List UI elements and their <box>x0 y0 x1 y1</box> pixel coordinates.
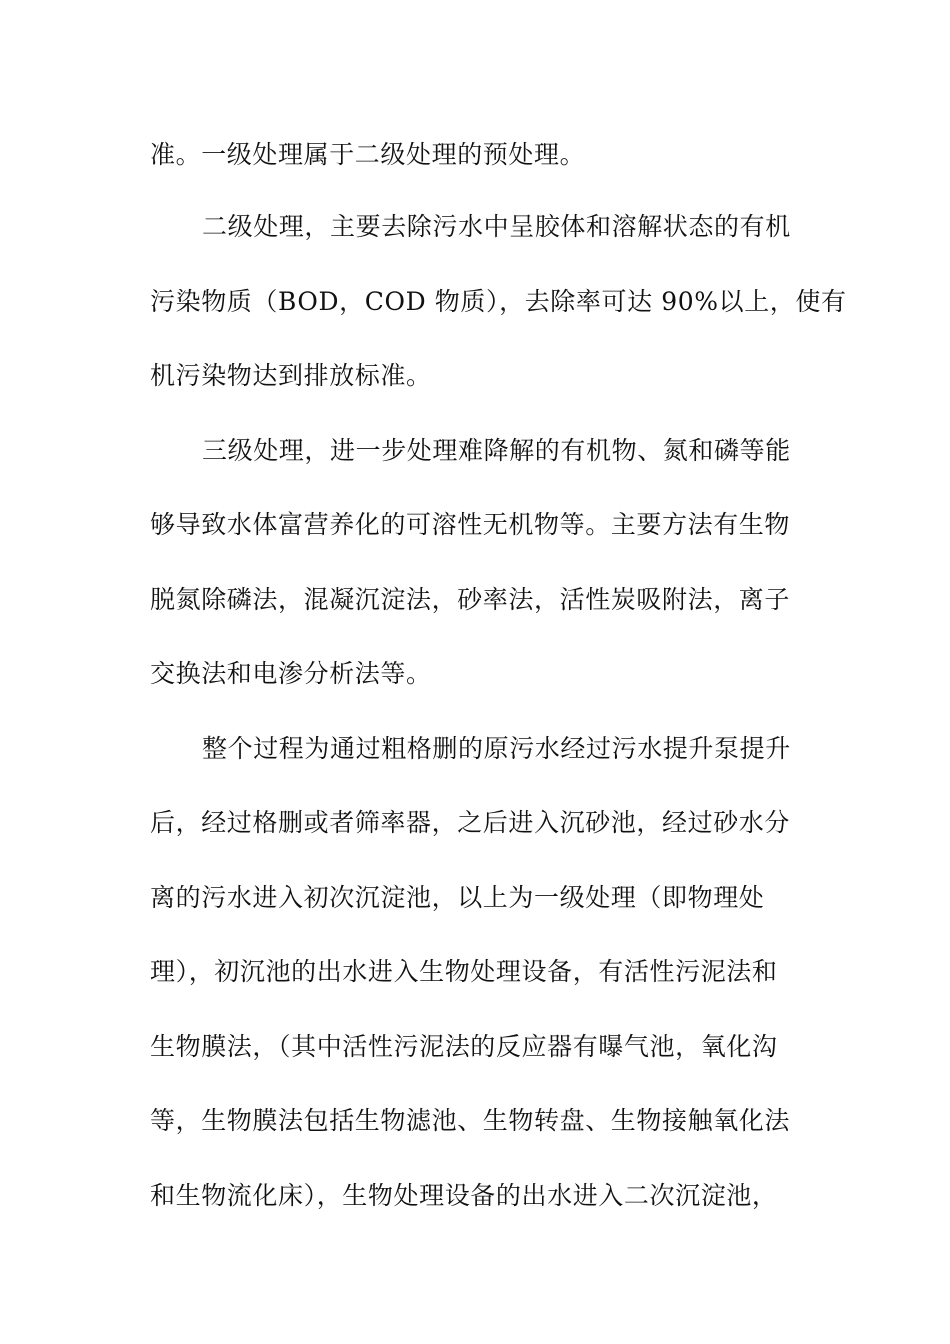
text-line: 离的污水进入初次沉淀池，以上为一级处理（即物理处 <box>150 883 765 912</box>
paragraph-first-line: 二级处理，主要去除污水中呈胶体和溶解状态的有机 <box>202 212 791 241</box>
text-line: 够导致水体富营养化的可溶性无机物等。主要方法有生物 <box>150 510 791 539</box>
text-line: 污染物质（BOD，COD 物质），去除率可达 90%以上，使有 <box>150 287 847 316</box>
text-line: 等，生物膜法包括生物滤池、生物转盘、生物接触氧化法 <box>150 1106 791 1135</box>
text-line: 准。一级处理属于二级处理的预处理。 <box>150 140 586 169</box>
text-line: 生物膜法，（其中活性污泥法的反应器有曝气池，氧化沟 <box>150 1032 778 1061</box>
text-line: 机污染物达到排放标准。 <box>150 361 432 390</box>
text-line: 后，经过格删或者筛率器，之后进入沉砂池，经过砂水分 <box>150 808 791 837</box>
text-line: 和生物流化床），生物处理设备的出水进入二次沉淀池， <box>150 1181 778 1210</box>
text-line: 理），初沉池的出水进入生物处理设备，有活性污泥法和 <box>150 957 778 986</box>
text-line: 交换法和电渗分析法等。 <box>150 659 432 688</box>
text-line: 脱氮除磷法，混凝沉淀法，砂率法，活性炭吸附法，离子 <box>150 585 791 614</box>
paragraph-first-line: 整个过程为通过粗格删的原污水经过污水提升泵提升 <box>202 734 791 763</box>
paragraph-first-line: 三级处理，进一步处理难降解的有机物、氮和磷等能 <box>202 436 791 465</box>
